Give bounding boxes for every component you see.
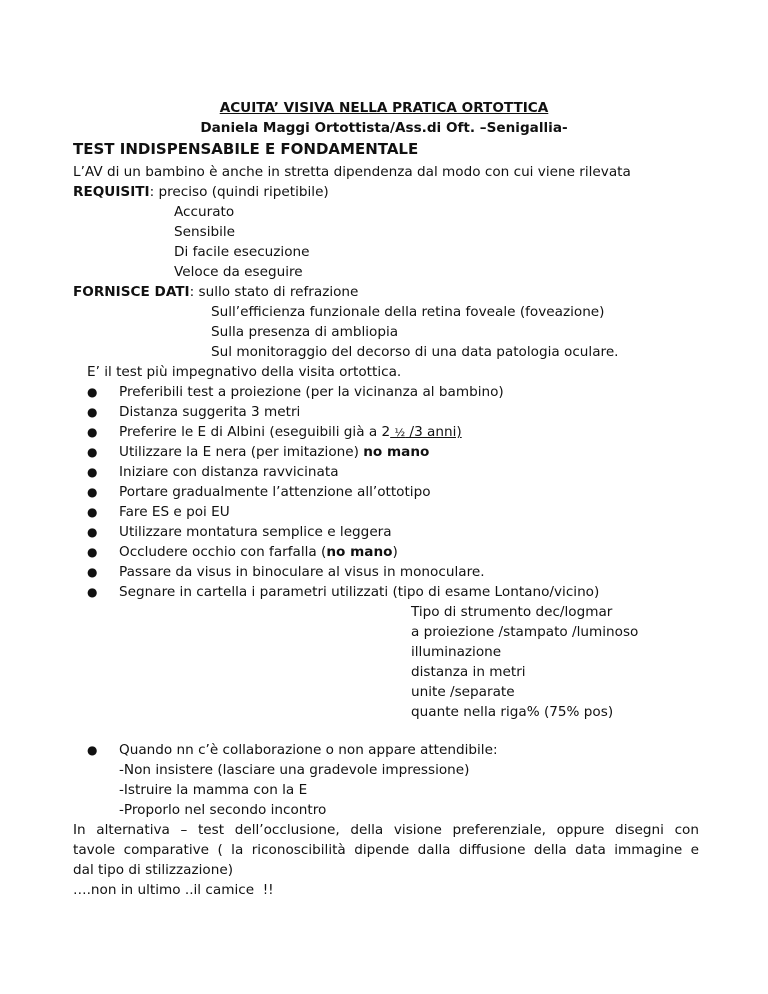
bullet-icon: ● <box>87 545 98 559</box>
intro-text: L’AV di un bambino è anche in stretta dipendenza dal modo con cui viene rilevata <box>73 164 631 180</box>
param-item: quante nella riga% (75% pos) <box>411 704 614 720</box>
fornisce-item: Sul monitoraggio del decorso di una data patologia oculare. <box>211 344 619 360</box>
bullet-item: Iniziare con distanza ravvicinata <box>119 464 339 480</box>
alternative-paragraph-line: dal tipo di stilizzazione) <box>73 862 234 878</box>
fraction: ½ <box>394 426 406 439</box>
param-item: unite /separate <box>411 684 515 700</box>
bullet-text: Occludere occhio con farfalla ( <box>119 544 327 560</box>
bullet-icon: ● <box>87 585 98 599</box>
no-mano-emphasis: no mano <box>363 444 430 460</box>
age-tail: /3 anni) <box>409 424 462 440</box>
bullet-icon: ● <box>87 505 98 519</box>
closing-paren: ) <box>392 544 398 560</box>
bullet-item: Portare gradualmente l’attenzione all’ottotipo <box>119 484 431 500</box>
bullet-item: Passare da visus in binoculare al visus in monoculare. <box>119 564 485 580</box>
bullet-icon: ● <box>87 445 98 459</box>
closing-line: ….non in ultimo ..il camice !! <box>73 882 274 898</box>
bullet-icon: ● <box>87 385 98 399</box>
collab-item: -Proporlo nel secondo incontro <box>119 802 327 818</box>
bullet-text: Utilizzare la E nera (per imitazione) <box>119 444 359 460</box>
collab-item: -Istruire la mamma con la E <box>119 782 308 798</box>
bullet-item: Preferibili test a proiezione (per la vicinanza al bambino) <box>119 384 504 400</box>
bullet-item: Segnare in cartella i parametri utilizzati (tipo di esame Lontano/vicino) <box>119 584 600 600</box>
bullet-item: Fare ES e poi EU <box>119 504 230 520</box>
alternative-paragraph-line: In alternativa – test dell’occlusione, della visione preferenziale, oppure disegni con <box>73 822 699 838</box>
fornisce-item: Sulla presenza di ambliopia <box>211 324 399 340</box>
fornisce-line: FORNISCE DATI: sullo stato di refrazione <box>73 284 359 300</box>
requisiti-item: Accurato <box>174 204 235 220</box>
no-mano-emphasis: no mano <box>326 544 393 560</box>
requisiti-item: Sensibile <box>174 224 236 240</box>
bullet-item-farfalla <box>119 543 398 561</box>
param-item: a proiezione /stampato /luminoso <box>411 624 639 640</box>
collab-bullet: Quando nn c’è collaborazione o non appare attendibile: <box>119 742 498 758</box>
bullet-item: Distanza suggerita 3 metri <box>119 404 301 420</box>
requisiti-line: REQUISITI: preciso (quindi ripetibile) <box>73 184 329 200</box>
section-heading: TEST INDISPENSABILE E FONDAMENTALE <box>73 140 419 158</box>
bullet-item: Utilizzare montatura semplice e leggera <box>119 524 392 540</box>
collab-item: -Non insistere (lasciare una gradevole impressione) <box>119 762 470 778</box>
bullet-item-albini <box>119 423 462 442</box>
fornisce-label: FORNISCE DATI <box>73 284 190 300</box>
param-item: Tipo di strumento dec/logmar <box>411 604 613 620</box>
bullet-icon: ● <box>87 465 98 479</box>
author-line: Daniela Maggi Ortottista/Ass.di Oft. –Senigallia- <box>200 120 568 136</box>
bullet-icon: ● <box>87 425 98 439</box>
fornisce-item: Sull’efficienza funzionale della retina foveale (foveazione) <box>211 304 605 320</box>
bullet-icon: ● <box>87 485 98 499</box>
requisiti-item: Di facile esecuzione <box>174 244 310 260</box>
bullet-item-e-nera <box>119 443 429 461</box>
requisiti-label: REQUISITI <box>73 184 150 200</box>
alternative-paragraph-line: tavole comparative ( la riconoscibilità dipende dalla diffusione della data immagine e <box>73 842 699 858</box>
requisiti-item: Veloce da eseguire <box>174 264 303 280</box>
document-title: ACUITA’ VISIVA NELLA PRATICA ORTOTTICA <box>219 100 549 116</box>
bullet-icon: ● <box>87 565 98 579</box>
age-range <box>390 424 462 440</box>
test-note: E’ il test più impegnativo della visita ortottica. <box>87 364 402 380</box>
bullet-icon: ● <box>87 743 98 757</box>
bullet-icon: ● <box>87 525 98 539</box>
param-item: distanza in metri <box>411 664 526 680</box>
fornisce-item: sullo stato di refrazione <box>198 284 359 300</box>
bullet-text: Preferire le E di Albini (eseguibili già a 2 <box>119 424 391 440</box>
param-item: illuminazione <box>411 644 502 660</box>
bullet-icon: ● <box>87 405 98 419</box>
requisiti-item: preciso (quindi ripetibile) <box>158 184 329 200</box>
